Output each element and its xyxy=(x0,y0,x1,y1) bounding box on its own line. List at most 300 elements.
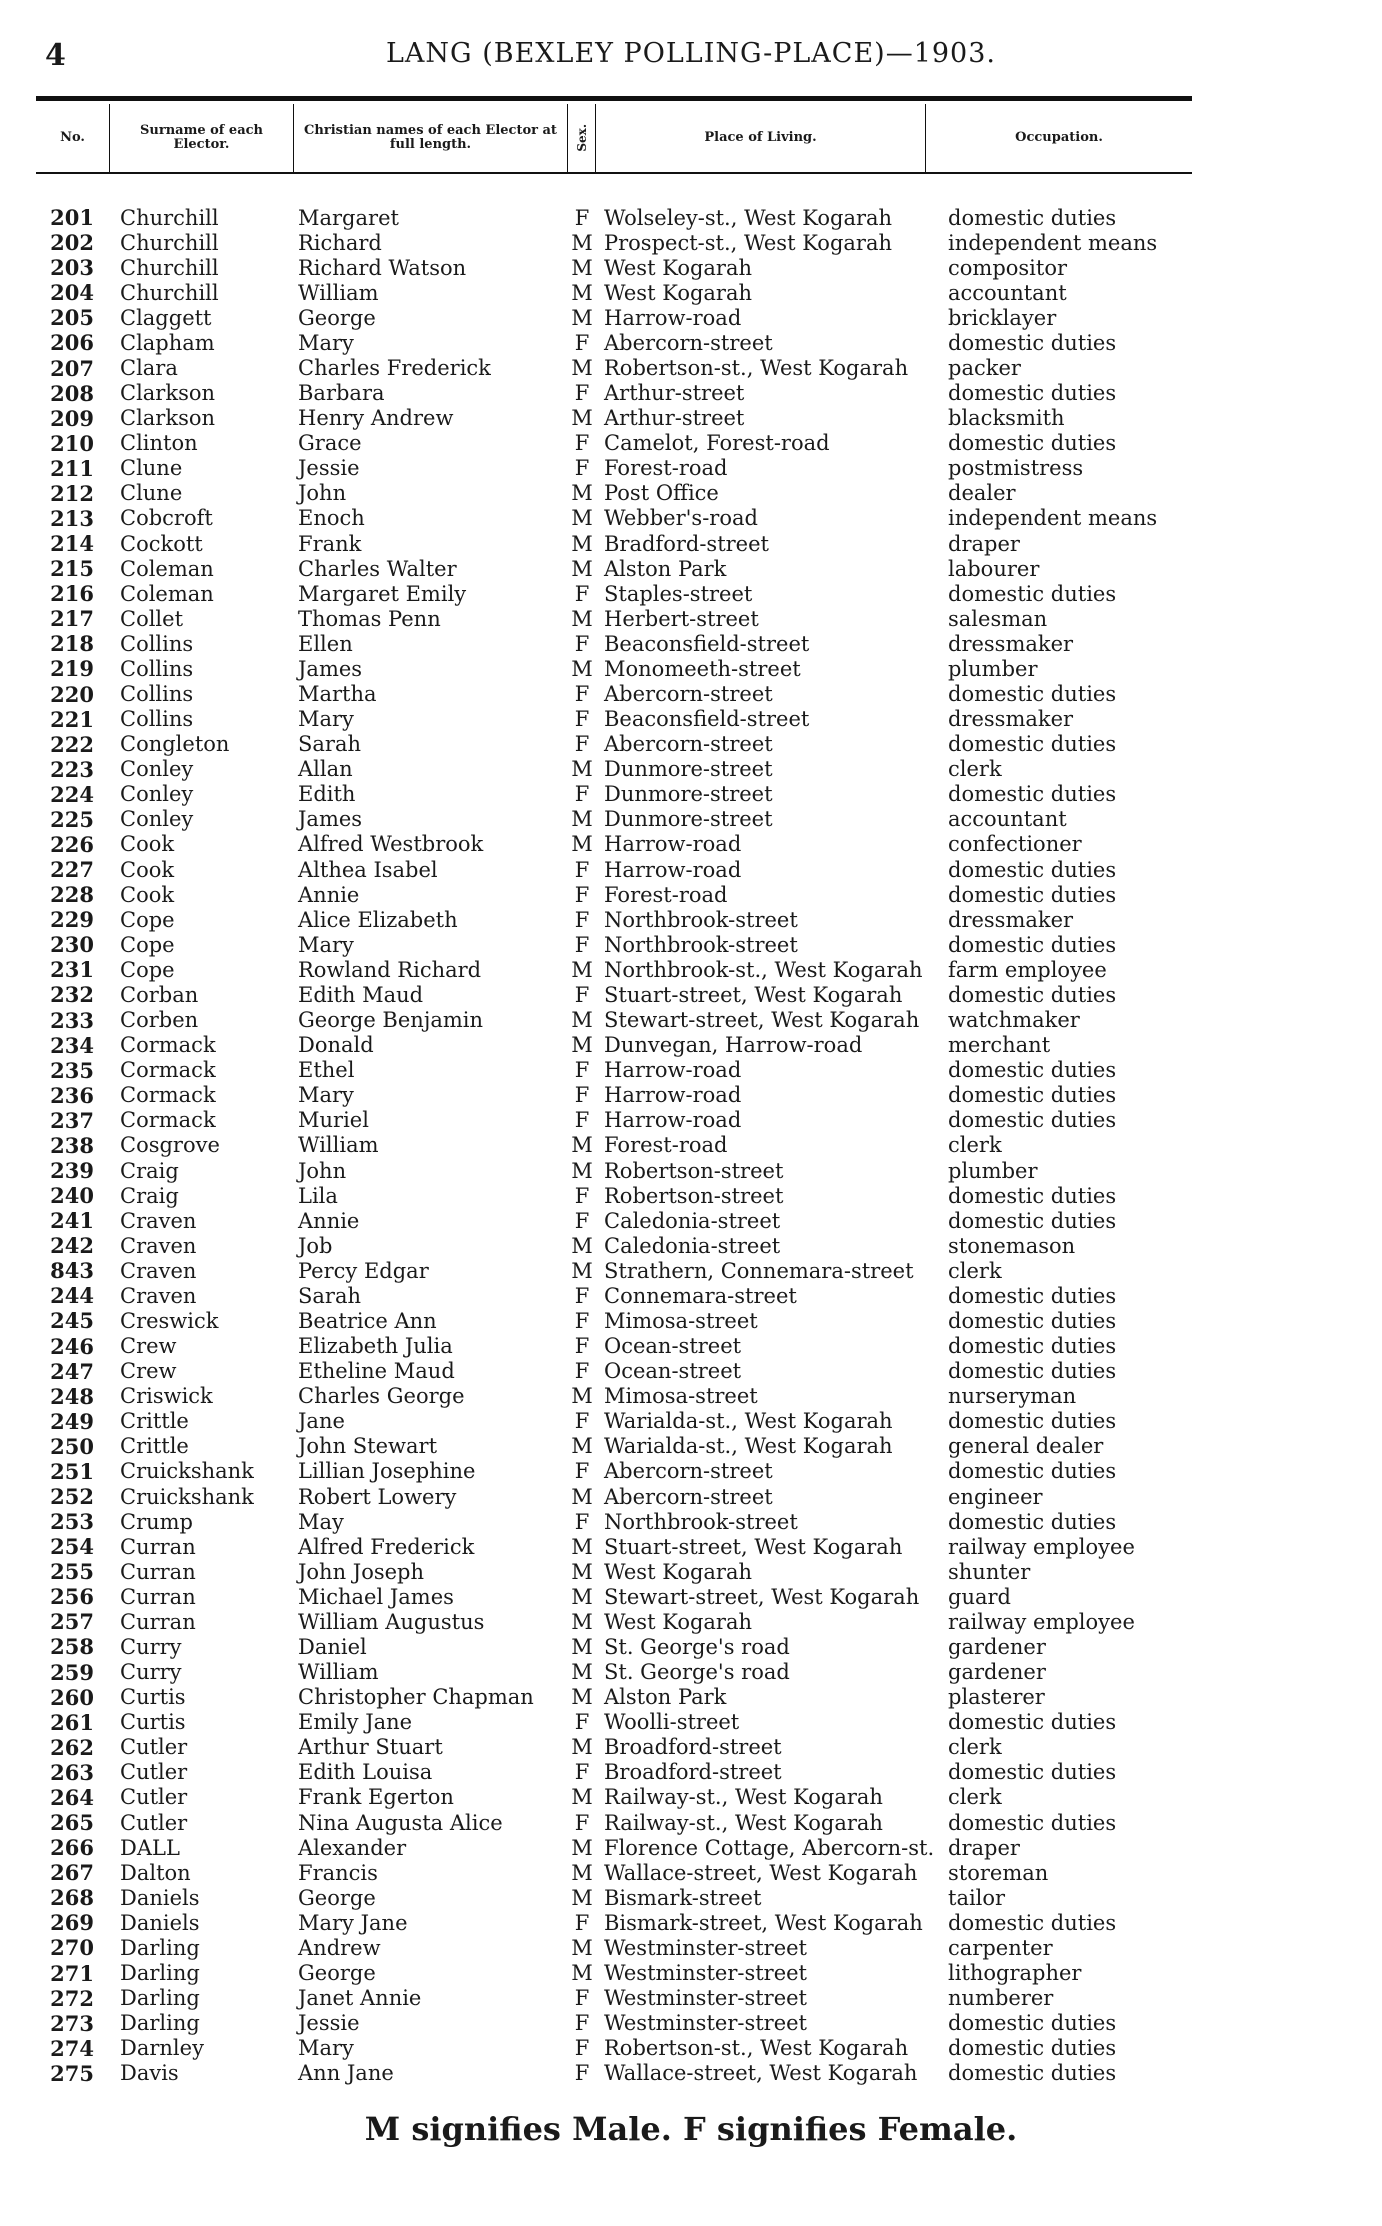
row-place: Wolseley-st., West Kogarah xyxy=(604,205,893,230)
row-place: Robertson-street xyxy=(604,1183,784,1208)
row-occupation: domestic duties xyxy=(948,1183,1117,1208)
row-sex: F xyxy=(574,1058,590,1083)
table-row xyxy=(36,280,1192,305)
table-row xyxy=(36,1108,1192,1133)
row-surname: Curry xyxy=(120,1660,182,1685)
row-surname: Davis xyxy=(120,2061,179,2086)
row-place: Forest-road xyxy=(604,456,728,481)
table-row xyxy=(36,1935,1192,1960)
table-row xyxy=(36,581,1192,606)
row-place: Warialda-st., West Kogarah xyxy=(604,1409,893,1434)
row-sex: M xyxy=(571,1534,593,1559)
row-occupation: draper xyxy=(948,1835,1020,1860)
row-sex: M xyxy=(571,1961,593,1985)
row-christian-names: Althea Isabel xyxy=(298,857,438,882)
row-place: Harrow-road xyxy=(604,1083,742,1108)
table-row xyxy=(36,1283,1192,1308)
row-christian-names: Jessie xyxy=(298,456,360,481)
row-place: Ocean-street xyxy=(604,1334,742,1359)
row-occupation: plumber xyxy=(948,1158,1038,1183)
row-surname: Conley xyxy=(120,782,194,807)
row-surname: Collins xyxy=(120,707,194,732)
table-row xyxy=(36,832,1192,857)
row-number: 249 xyxy=(50,1408,94,1434)
row-occupation: domestic duties xyxy=(948,1108,1117,1133)
row-occupation: packer xyxy=(948,356,1021,380)
row-surname: Darling xyxy=(120,1961,200,1985)
row-place: Alston Park xyxy=(604,1685,727,1710)
row-christian-names: William xyxy=(298,280,379,305)
row-christian-names: Ellen xyxy=(298,631,353,656)
table-row xyxy=(36,631,1192,656)
row-number: 237 xyxy=(50,1107,94,1133)
row-occupation: blacksmith xyxy=(948,406,1065,431)
row-place: Harrow-road xyxy=(604,1108,742,1133)
table-row xyxy=(36,1810,1192,1835)
row-sex: F xyxy=(574,581,590,606)
row-sex: F xyxy=(574,1760,590,1785)
row-sex: M xyxy=(571,1434,593,1459)
row-christian-names: George xyxy=(298,305,376,330)
row-occupation: guard xyxy=(948,1584,1011,1609)
table-row xyxy=(36,556,1192,581)
row-surname: Conley xyxy=(120,757,194,782)
row-number: 225 xyxy=(50,806,94,832)
row-surname: Curtis xyxy=(120,1710,186,1735)
row-sex: M xyxy=(571,255,593,280)
row-surname: Criswick xyxy=(120,1384,213,1409)
row-occupation: dealer xyxy=(948,481,1016,506)
row-number: 250 xyxy=(50,1433,94,1459)
row-christian-names: Mary Jane xyxy=(298,1910,408,1935)
row-place: Robertson-street xyxy=(604,1158,784,1183)
row-occupation: storeman xyxy=(948,1860,1049,1885)
row-place: Northbrook-street xyxy=(604,1509,798,1534)
table-row xyxy=(36,882,1192,907)
row-sex: F xyxy=(574,205,590,230)
row-number: 231 xyxy=(50,957,94,983)
row-sex: M xyxy=(571,1935,593,1960)
table-row xyxy=(36,305,1192,330)
row-surname: Clinton xyxy=(120,431,198,456)
table-row xyxy=(36,531,1192,556)
table-row xyxy=(36,1660,1192,1685)
row-number: 212 xyxy=(50,480,94,506)
row-sex: F xyxy=(574,431,590,456)
table-row xyxy=(36,1459,1192,1484)
row-occupation: domestic duties xyxy=(948,1760,1117,1785)
row-place: Stewart-street, West Kogarah xyxy=(604,1008,920,1033)
row-surname: Churchill xyxy=(120,230,219,255)
row-christian-names: Edith xyxy=(298,782,356,807)
table-header xyxy=(36,104,1192,174)
row-occupation: plumber xyxy=(948,656,1038,681)
row-sex: M xyxy=(571,1785,593,1810)
row-christian-names: Arthur Stuart xyxy=(298,1735,443,1760)
row-number: 251 xyxy=(50,1458,94,1484)
row-surname: Cook xyxy=(120,832,175,857)
table-row xyxy=(36,681,1192,706)
row-sex: F xyxy=(574,932,590,957)
table-row xyxy=(36,957,1192,982)
table-row xyxy=(36,2011,1192,2036)
row-occupation: clerk xyxy=(948,757,1002,782)
row-place: St. George's road xyxy=(604,1634,790,1659)
row-occupation: domestic duties xyxy=(948,1208,1117,1233)
table-row xyxy=(36,1258,1192,1283)
row-christian-names: Sarah xyxy=(298,1283,361,1308)
row-occupation: engineer xyxy=(948,1484,1043,1509)
row-christian-names: Rowland Richard xyxy=(298,957,482,982)
row-occupation: domestic duties xyxy=(948,330,1117,355)
row-surname: Coleman xyxy=(120,581,214,606)
row-surname: Cutler xyxy=(120,1735,188,1760)
row-occupation: domestic duties xyxy=(948,1359,1117,1384)
row-sex: M xyxy=(571,656,593,681)
row-sex: F xyxy=(574,1359,590,1384)
row-place: Stewart-street, West Kogarah xyxy=(604,1584,920,1609)
row-sex: M xyxy=(571,1384,593,1409)
row-surname: Clarkson xyxy=(120,406,216,431)
row-place: Wallace-street, West Kogarah xyxy=(604,1860,918,1885)
table-row xyxy=(36,1183,1192,1208)
row-surname: Cope xyxy=(120,907,175,932)
table-row xyxy=(36,1634,1192,1659)
row-occupation: tailor xyxy=(948,1885,1006,1910)
row-sex: F xyxy=(574,1509,590,1534)
table-row xyxy=(36,1835,1192,1860)
row-number: 269 xyxy=(50,1910,94,1936)
row-occupation: bricklayer xyxy=(948,305,1057,330)
row-christian-names: Charles Walter xyxy=(298,556,457,581)
row-place: Strathern, Connemara-street xyxy=(604,1258,914,1283)
row-christian-names: Andrew xyxy=(298,1935,381,1960)
row-surname: Collins xyxy=(120,682,194,707)
footer-legend: M signifies Male. F signifies Female. xyxy=(364,2110,1018,2148)
row-place: Forest-road xyxy=(604,1133,728,1158)
row-occupation: domestic duties xyxy=(948,1308,1117,1333)
row-place: Westminster-street xyxy=(604,1961,807,1985)
table-row xyxy=(36,1584,1192,1609)
row-surname: Cosgrove xyxy=(120,1133,220,1158)
row-occupation: domestic duties xyxy=(948,857,1117,882)
table-row xyxy=(36,506,1192,531)
row-sex: M xyxy=(571,1033,593,1058)
row-surname: Cutler xyxy=(120,1785,188,1810)
row-christian-names: Edith Louisa xyxy=(298,1760,433,1785)
row-number: 221 xyxy=(50,706,94,732)
row-sex: M xyxy=(571,556,593,581)
table-row xyxy=(36,355,1192,380)
table-row xyxy=(36,1308,1192,1333)
row-place: West Kogarah xyxy=(604,1559,753,1584)
table-row xyxy=(36,1384,1192,1409)
row-occupation: domestic duties xyxy=(948,2061,1117,2086)
row-christian-names: Beatrice Ann xyxy=(298,1308,437,1333)
row-number: 263 xyxy=(50,1759,94,1785)
row-occupation: clerk xyxy=(948,1133,1002,1158)
row-christian-names: Mary xyxy=(298,330,354,355)
row-surname: Cobcroft xyxy=(120,506,213,531)
row-place: Arthur-street xyxy=(604,406,745,431)
row-occupation: farm employee xyxy=(948,957,1107,982)
row-surname: Darnley xyxy=(120,2036,204,2061)
row-number: 246 xyxy=(50,1333,94,1359)
row-christian-names: Margaret xyxy=(298,205,399,230)
row-number: 224 xyxy=(50,781,94,807)
row-christian-names: Lila xyxy=(298,1183,338,1208)
row-sex: F xyxy=(574,2011,590,2036)
table-row xyxy=(36,1083,1192,1108)
row-surname: Corban xyxy=(120,982,199,1007)
row-christian-names: Jane xyxy=(298,1409,345,1434)
row-sex: M xyxy=(571,1735,593,1760)
table-row xyxy=(36,782,1192,807)
row-sex: F xyxy=(574,782,590,807)
row-christian-names: Margaret Emily xyxy=(298,581,467,606)
row-place: Herbert-street xyxy=(604,606,759,631)
row-sex: M xyxy=(571,832,593,857)
row-occupation: gardener xyxy=(948,1660,1046,1685)
row-occupation: compositor xyxy=(948,255,1068,280)
row-occupation: independent means xyxy=(948,230,1158,255)
row-surname: Collins xyxy=(120,656,194,681)
row-sex: F xyxy=(574,707,590,732)
table-row xyxy=(36,1785,1192,1810)
row-number: 220 xyxy=(50,681,94,707)
row-occupation: domestic duties xyxy=(948,982,1117,1007)
row-surname: Crittle xyxy=(120,1409,189,1434)
row-number: 261 xyxy=(50,1709,94,1735)
row-sex: F xyxy=(574,857,590,882)
row-christian-names: Nina Augusta Alice xyxy=(298,1810,503,1835)
row-sex: M xyxy=(571,1233,593,1258)
row-occupation: dressmaker xyxy=(948,707,1074,732)
row-surname: Clara xyxy=(120,356,178,380)
row-surname: Craig xyxy=(120,1158,179,1183)
row-place: Harrow-road xyxy=(604,832,742,857)
table-row xyxy=(36,1409,1192,1434)
row-sex: M xyxy=(571,305,593,330)
row-sex: M xyxy=(571,280,593,305)
row-sex: M xyxy=(571,1133,593,1158)
row-surname: Cope xyxy=(120,957,175,982)
table-row xyxy=(36,757,1192,782)
row-number: 235 xyxy=(50,1057,94,1083)
row-place: Forest-road xyxy=(604,882,728,907)
row-number: 214 xyxy=(50,531,94,557)
row-christian-names: Annie xyxy=(298,882,360,907)
row-sex: F xyxy=(574,1308,590,1333)
row-number: 245 xyxy=(50,1308,94,1334)
row-place: Stuart-street, West Kogarah xyxy=(604,982,903,1007)
row-christian-names: Edith Maud xyxy=(298,982,424,1007)
row-christian-names: Enoch xyxy=(298,506,365,531)
row-occupation: numberer xyxy=(948,1986,1054,2011)
row-number: 222 xyxy=(50,731,94,757)
row-occupation: clerk xyxy=(948,1258,1002,1283)
row-surname: Coleman xyxy=(120,556,214,581)
row-christian-names: Richard xyxy=(298,230,382,255)
row-sex: M xyxy=(571,1885,593,1910)
row-christian-names: Francis xyxy=(298,1860,378,1885)
row-sex: F xyxy=(574,2036,590,2061)
row-number: 255 xyxy=(50,1559,94,1585)
row-sex: F xyxy=(574,330,590,355)
row-place: Wallace-street, West Kogarah xyxy=(604,2061,918,2086)
row-surname: Curtis xyxy=(120,1685,186,1710)
row-surname: Craven xyxy=(120,1208,197,1233)
row-sex: F xyxy=(574,2061,590,2086)
row-occupation: domestic duties xyxy=(948,581,1117,606)
row-sex: F xyxy=(574,732,590,757)
row-place: Prospect-st., West Kogarah xyxy=(604,230,893,255)
row-christian-names: Alfred Westbrook xyxy=(298,832,484,857)
table-row xyxy=(36,1133,1192,1158)
row-surname: Corben xyxy=(120,1008,199,1033)
row-place: Dunmore-street xyxy=(604,807,773,832)
header-rule xyxy=(36,96,1192,101)
table-row xyxy=(36,1359,1192,1384)
row-christian-names: George Benjamin xyxy=(298,1008,484,1033)
row-sex: M xyxy=(571,230,593,255)
row-christian-names: Emily Jane xyxy=(298,1710,413,1735)
row-christian-names: Mary xyxy=(298,1083,354,1108)
row-number: 207 xyxy=(50,355,94,381)
table-row xyxy=(36,1233,1192,1258)
row-occupation: domestic duties xyxy=(948,932,1117,957)
row-sex: F xyxy=(574,1910,590,1935)
row-surname: Creswick xyxy=(120,1308,219,1333)
row-occupation: nurseryman xyxy=(948,1384,1077,1409)
row-surname: Churchill xyxy=(120,280,219,305)
table-row xyxy=(36,656,1192,681)
row-number: 275 xyxy=(50,2060,94,2086)
row-place: Westminster-street xyxy=(604,2011,807,2036)
row-sex: M xyxy=(571,1258,593,1283)
table-row xyxy=(36,1860,1192,1885)
row-number: 211 xyxy=(50,455,94,481)
row-place: Bradford-street xyxy=(604,531,769,556)
row-christian-names: Christopher Chapman xyxy=(298,1685,534,1710)
row-surname: Cormack xyxy=(120,1058,216,1083)
header-no: No. xyxy=(36,104,110,172)
row-christian-names: Janet Annie xyxy=(298,1986,422,2011)
row-place: Abercorn-street xyxy=(604,682,773,707)
row-number: 208 xyxy=(50,380,94,406)
row-surname: Conley xyxy=(120,807,194,832)
table-row xyxy=(36,1760,1192,1785)
header-occupation: Occupation. xyxy=(1015,130,1103,145)
row-occupation: independent means xyxy=(948,506,1158,531)
row-surname: Darling xyxy=(120,1986,200,2011)
row-place: Bismark-street xyxy=(604,1885,762,1910)
row-place: Warialda-st., West Kogarah xyxy=(604,1434,893,1459)
row-christian-names: Martha xyxy=(298,682,377,707)
row-surname: Curry xyxy=(120,1634,182,1659)
row-place: Caledonia-street xyxy=(604,1208,781,1233)
row-number: 266 xyxy=(50,1835,94,1861)
row-occupation: domestic duties xyxy=(948,2011,1117,2036)
row-sex: F xyxy=(574,1459,590,1484)
row-number: 223 xyxy=(50,756,94,782)
row-occupation: domestic duties xyxy=(948,431,1117,456)
row-surname: Collins xyxy=(120,631,194,656)
row-number: 270 xyxy=(50,1935,94,1961)
row-place: Robertson-st., West Kogarah xyxy=(604,2036,909,2061)
row-christian-names: Frank xyxy=(298,531,362,556)
row-christian-names: Alice Elizabeth xyxy=(298,907,458,932)
row-number: 205 xyxy=(50,305,94,331)
table-row xyxy=(36,1910,1192,1935)
row-occupation: domestic duties xyxy=(948,782,1117,807)
row-christian-names: William Augustus xyxy=(298,1609,485,1634)
row-occupation: carpenter xyxy=(948,1935,1053,1960)
row-place: Post Office xyxy=(604,481,719,506)
row-number: 241 xyxy=(50,1208,94,1234)
row-number: 226 xyxy=(50,831,94,857)
row-number: 240 xyxy=(50,1183,94,1209)
row-surname: Crew xyxy=(120,1359,177,1384)
table-row xyxy=(36,1885,1192,1910)
row-place: Broadford-street xyxy=(604,1735,782,1760)
row-place: Mimosa-street xyxy=(604,1308,758,1333)
row-surname: Cormack xyxy=(120,1033,216,1058)
table-row xyxy=(36,1058,1192,1083)
row-surname: Collet xyxy=(120,606,184,631)
row-number: 232 xyxy=(50,982,94,1008)
row-sex: F xyxy=(574,907,590,932)
row-christian-names: Barbara xyxy=(298,381,385,406)
row-christian-names: John xyxy=(298,1158,347,1183)
row-place: Railway-st., West Kogarah xyxy=(604,1785,883,1810)
row-occupation: gardener xyxy=(948,1634,1046,1659)
row-sex: F xyxy=(574,381,590,406)
row-surname: Clune xyxy=(120,456,183,481)
row-number: 252 xyxy=(50,1484,94,1510)
row-sex: F xyxy=(574,1986,590,2011)
row-surname: Craven xyxy=(120,1233,197,1258)
table-row xyxy=(36,707,1192,732)
row-place: Abercorn-street xyxy=(604,330,773,355)
row-number: 239 xyxy=(50,1158,94,1183)
row-occupation: dressmaker xyxy=(948,631,1074,656)
row-number: 209 xyxy=(50,405,94,431)
row-place: West Kogarah xyxy=(604,280,753,305)
row-number: 248 xyxy=(50,1383,94,1409)
row-christian-names: Frank Egerton xyxy=(298,1785,454,1810)
row-occupation: domestic duties xyxy=(948,732,1117,757)
table-row xyxy=(36,1960,1192,1985)
row-sex: M xyxy=(571,1609,593,1634)
row-number: 230 xyxy=(50,932,94,958)
row-surname: Clapham xyxy=(120,330,215,355)
row-sex: F xyxy=(574,1710,590,1735)
row-surname: Clarkson xyxy=(120,381,216,406)
row-christian-names: William xyxy=(298,1133,379,1158)
row-christian-names: Etheline Maud xyxy=(298,1359,455,1384)
row-christian-names: James xyxy=(298,807,363,832)
row-place: Woolli-street xyxy=(604,1710,740,1735)
row-surname: Churchill xyxy=(120,205,219,230)
row-sex: F xyxy=(574,1283,590,1308)
row-christian-names: Donald xyxy=(298,1033,374,1058)
row-number: 244 xyxy=(50,1283,94,1309)
row-surname: Cockott xyxy=(120,531,203,556)
row-place: Ocean-street xyxy=(604,1359,742,1384)
row-number: 843 xyxy=(50,1258,94,1284)
header-surname: Surname of each Elector. xyxy=(110,104,294,172)
